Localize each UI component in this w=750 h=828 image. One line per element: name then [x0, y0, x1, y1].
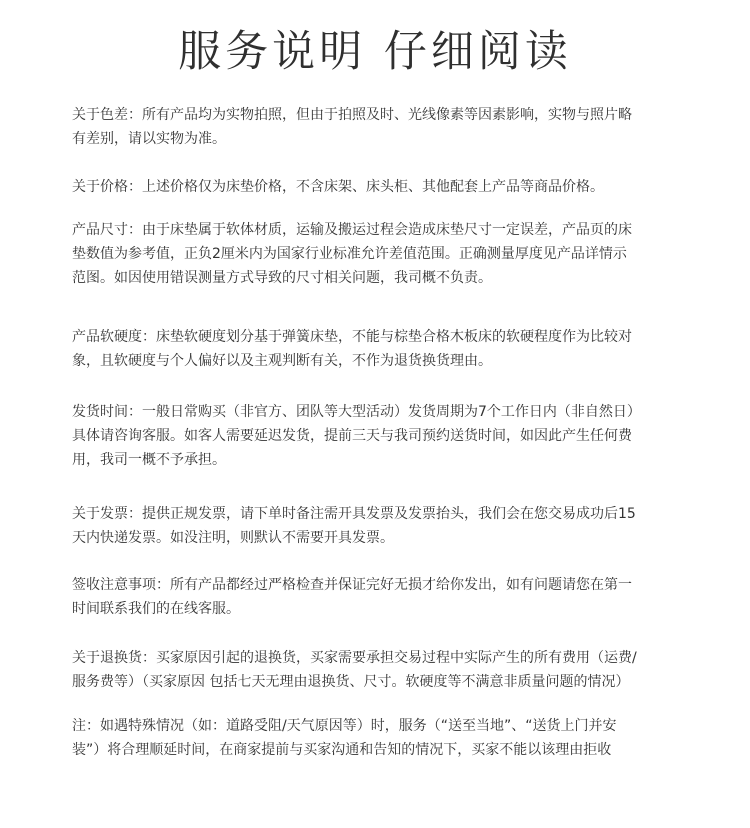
text-line: 装”）将合理顺延时间，在商家提前与买家沟通和告知的情况下，买家不能以该理由拒收 — [72, 742, 612, 758]
text-line: 有差别，请以实物为准。 — [72, 131, 226, 147]
text-line: 时间联系我们的在线客服。 — [72, 601, 240, 617]
receipt-notes-section — [72, 573, 684, 621]
text-line: 具体请咨询客服。如客人需要延迟发货，提前三天与我司预约送货时间，如因此产生任何费 — [72, 428, 632, 444]
page-title: 服务说明 仔细阅读 — [178, 27, 572, 77]
text-line: 注：如遇特殊情况（如：道路受阻/天气原因等）时，服务（“送至当地”、“送货上门并安 — [72, 718, 617, 734]
text-line: 垫数值为参考值，正负2厘米内为国家行业标准允许差值范围。正确测量厚度见产品详情示 — [72, 246, 627, 262]
text-line: 关于色差：所有产品均为实物拍照，但由于拍照及时、光线像素等因素影响，实物与照片略 — [72, 107, 632, 123]
text-line: 产品软硬度：床垫软硬度划分基于弹簧床垫，不能与棕垫合格木板床的软硬程度作为比较对 — [72, 329, 632, 345]
product-size-section — [72, 218, 684, 290]
text-line: 天内快递发票。如没注明，则默认不需要开具发票。 — [72, 530, 394, 546]
special-note-section — [72, 714, 684, 762]
text-line: 关于发票：提供正规发票，请下单时备注需开具发票及发票抬头，我们会在您交易成功后15 — [72, 506, 636, 522]
hardness-section — [72, 325, 684, 373]
text-line: 产品尺寸：由于床垫属于软体材质，运输及搬运过程会造成床垫尺寸一定误差，产品页的床 — [72, 222, 632, 238]
text-line: 关于价格：上述价格仅为床垫价格，不含床架、床头柜、其他配套上产品等商品价格。 — [72, 179, 604, 195]
text-line: 关于退换货：买家原因引起的退换货，买家需要承担交易过程中实际产生的所有费用（运费/ — [72, 650, 637, 666]
invoice-section — [72, 502, 684, 550]
text-line: 发货时间：一般日常购买（非官方、团队等大型活动）发货周期为7个工作日内（非自然日） — [72, 404, 641, 420]
price-section — [72, 175, 684, 199]
text-line: 服务费等）（买家原因 包括七天无理由退换货、尺寸。软硬度等不满意非质量问题的情况） — [72, 674, 630, 690]
returns-section — [72, 646, 684, 694]
text-line: 用，我司一概不予承担。 — [72, 452, 226, 468]
text-line: 签收注意事项：所有产品都经过严格检查并保证完好无损才给你发出，如有问题请您在第一 — [72, 577, 632, 593]
shipping-time-section — [72, 400, 684, 472]
text-line: 象，且软硬度与个人偏好以及主观判断有关，不作为退货换货理由。 — [72, 353, 492, 369]
color-difference-section — [72, 103, 684, 151]
text-line: 范图。如因使用错误测量方式导致的尺寸相关问题，我司概不负责。 — [72, 270, 492, 286]
